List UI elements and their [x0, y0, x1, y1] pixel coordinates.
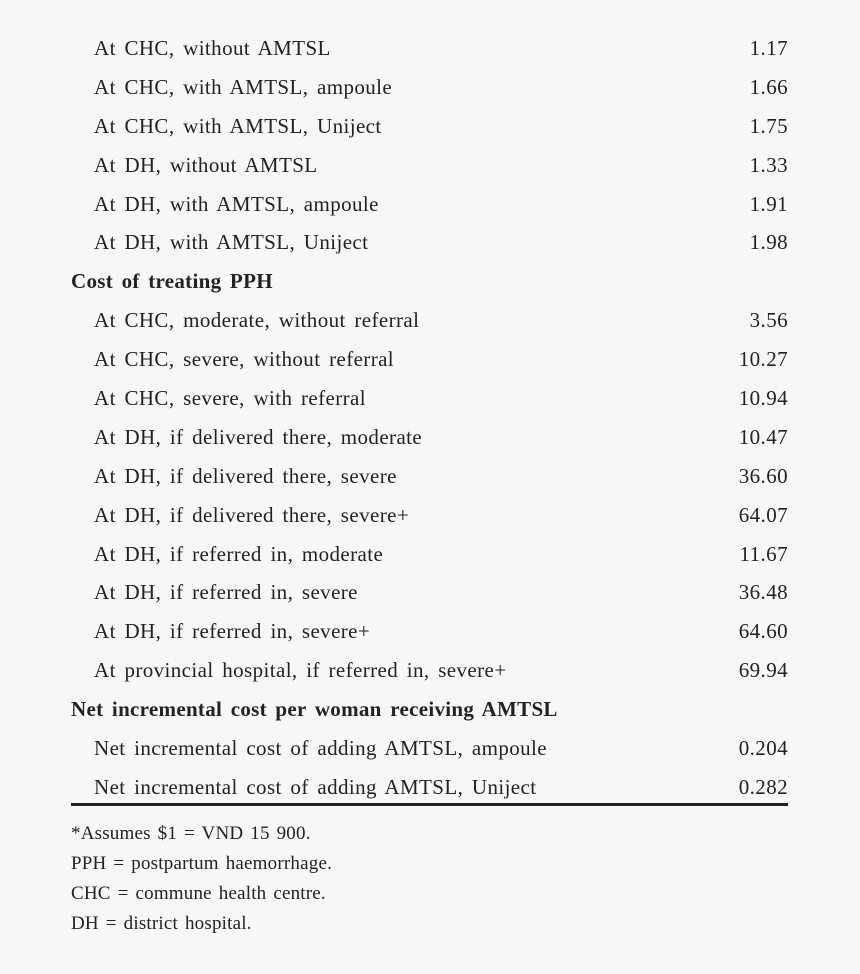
- table-row: [71, 651, 788, 690]
- row-label: At DH, if delivered there, moderate: [94, 424, 423, 449]
- row-value: 1.75: [749, 113, 788, 138]
- row-label: At DH, with AMTSL, ampoule: [94, 191, 379, 216]
- table-row: [71, 418, 788, 457]
- row-value: 10.94: [738, 385, 788, 410]
- row-value: 64.07: [738, 502, 788, 527]
- row-label: At DH, with AMTSL, Uniject: [94, 230, 369, 255]
- row-value: 10.47: [738, 424, 788, 449]
- section-header-label: Net incremental cost per woman receiving AMTSL: [71, 697, 558, 722]
- table-row: [71, 768, 788, 807]
- section-header-label: Cost of treating PPH: [71, 269, 273, 294]
- table-row: [71, 107, 788, 146]
- row-label: At CHC, with AMTSL, Uniject: [94, 113, 382, 138]
- footnote: CHC = commune health centre.: [71, 883, 326, 904]
- row-value: 1.17: [749, 35, 788, 60]
- row-label: At CHC, severe, with referral: [94, 385, 367, 410]
- row-value: 36.60: [738, 463, 788, 488]
- row-label: At DH, if referred in, moderate: [94, 541, 384, 566]
- row-label: Net incremental cost of adding AMTSL, ampoule: [94, 735, 547, 760]
- table-row: [71, 457, 788, 496]
- row-label: At DH, without AMTSL: [94, 152, 318, 177]
- footnote: PPH = postpartum haemorrhage.: [71, 853, 333, 874]
- table-row: [71, 379, 788, 418]
- row-value: 11.67: [739, 541, 788, 566]
- table-row: [71, 496, 788, 535]
- row-label: At DH, if delivered there, severe+: [94, 502, 410, 527]
- table-row: [71, 340, 788, 379]
- row-label: At DH, if referred in, severe: [94, 580, 358, 605]
- section-header-pph: [71, 262, 788, 301]
- row-value: 69.94: [738, 658, 788, 683]
- row-label: At DH, if referred in, severe+: [94, 619, 371, 644]
- row-label: At CHC, without AMTSL: [94, 35, 331, 60]
- row-label: Net incremental cost of adding AMTSL, Uniject: [94, 774, 537, 799]
- table-row: [71, 29, 788, 68]
- table-row: [71, 535, 788, 574]
- table-bottom-rule: [71, 803, 788, 806]
- row-value: 10.27: [738, 347, 788, 372]
- table-row: [71, 729, 788, 768]
- footnote: DH = district hospital.: [71, 913, 252, 934]
- row-value: 3.56: [749, 308, 788, 333]
- footnote: *Assumes $1 = VND 15 900.: [71, 823, 311, 844]
- row-value: 64.60: [738, 619, 788, 644]
- row-label: At provincial hospital, if referred in, severe+: [94, 658, 507, 683]
- table-row: [71, 301, 788, 340]
- row-value: 1.66: [749, 74, 788, 99]
- row-label: At DH, if delivered there, severe: [94, 463, 397, 488]
- table-row: [71, 68, 788, 107]
- table-row: [71, 612, 788, 651]
- row-label: At CHC, severe, without referral: [94, 347, 395, 372]
- section-header-net: [71, 690, 788, 729]
- table-row: [71, 573, 788, 612]
- row-value: 0.282: [738, 774, 788, 799]
- table-row: [71, 185, 788, 224]
- table-footnotes: [71, 819, 332, 939]
- row-label: At CHC, moderate, without referral: [94, 308, 420, 333]
- row-value: 1.91: [749, 191, 788, 216]
- cost-table: [71, 29, 788, 807]
- table-row: [71, 223, 788, 262]
- row-value: 1.98: [749, 230, 788, 255]
- table-row: [71, 146, 788, 185]
- row-label: At CHC, with AMTSL, ampoule: [94, 74, 393, 99]
- row-value: 0.204: [738, 735, 788, 760]
- row-value: 36.48: [738, 580, 788, 605]
- row-value: 1.33: [749, 152, 788, 177]
